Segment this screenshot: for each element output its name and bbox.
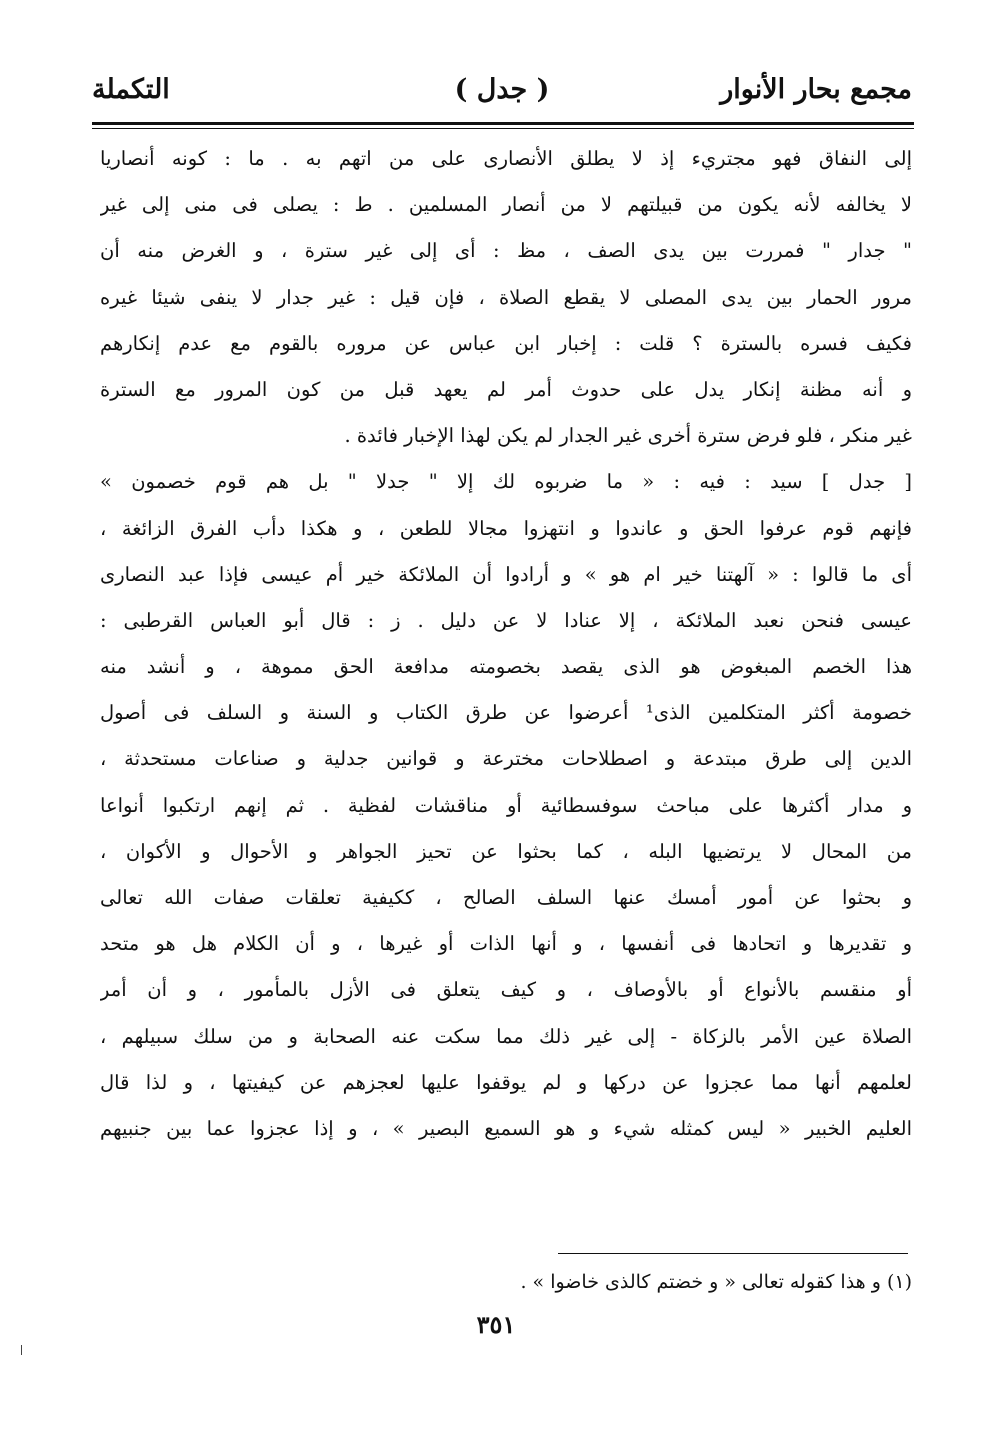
text-line: خصومة أكثر المتكلمين الذى¹ أعرضوا عن طرق الكتاب و السنة و السلف فى أصول [100,701,912,725]
footnote-rule [558,1253,908,1254]
footnote: (١) و هذا كقوله تعالى « و خضتم كالذى خاضوا » . [520,1271,912,1293]
header-rule-thick [92,122,914,125]
text-line: و تقديرها و اتحادها فى أنفسها ، و أنها الذات أو غيرها ، و أن الكلام هل هو متحد [100,932,912,956]
text-line: " جدار " فمررت بين يدى الصف ، مظ : أى إلى غير سترة ، و الغرض منه أن [100,239,912,263]
text-line: و مدار أكثرها على مباحث سوفسطائية أو مناقشات لفظية . ثم إنهم ارتكبوا أنواعا [100,793,912,817]
text-line: إلى النفاق فهو مجتريء إذ لا يطلق الأنصارى على من اتهم به . ما : كونه أنصاريا [100,147,912,170]
text-line: فإنهم قوم عرفوا الحق و عاندوا و انتهزوا مجالا للطعن ، و هكذا دأب الفرق الزائغة ، [100,516,912,540]
header-rule-thin [92,128,914,129]
text-line: أو منقسم بالأنواع أو بالأوصاف ، و كيف يتعلق فى الأزل بالمأمور ، و أن أمر [100,978,912,1002]
text-line: غير منكر ، فلو فرض سترة أخرى غير الجدار لم يكن لهذا الإخبار فائدة . [344,424,912,448]
text-line: هذا الخصم المبغوض هو الذى يقصد بخصومته مدافعة الحق مموهة ، و أنشد منه [100,655,912,679]
entry-heading: ( جدل ) [454,74,550,105]
text-line: من المحال لا يرتضيها البله ، كما بحثوا عن تحيز الجواهر و الأحوال و الأكوان ، [100,839,912,863]
text-line: مرور الحمار بين يدى المصلى لا يقطع الصلاة ، فإن قيل : غير جدار لا ينفى شيئا غيره [100,285,912,309]
running-header [92,72,912,116]
book-title: مجمع بحار الأنوار [720,74,912,105]
text-line: عيسى فنحن نعبد الملائكة ، إلا عنادا لا عن دليل . ز : قال أبو العباس القرطبى : [100,608,912,632]
section-title: التكملة [92,74,170,105]
text-line: و بحثوا عن أمور أمسك عنها السلف الصالح ، ككيفية تعلقات صفات الله تعالى [100,886,912,909]
margin-mark [21,1345,22,1355]
text-line: لا يخالفه لأنه يكون من قبيلتهم لا من أنصار المسلمين . ط : يصلى فى منى إلى غير [100,193,912,217]
page-number: ٣٥١ [476,1310,516,1339]
text-line: و أنه مظنة إنكار يدل على حدوث أمر لم يعهد قبل من كون المرور مع السترة [100,377,912,401]
text-line: لعلمهم أنها مما عجزوا عن دركها و لم يوقفوا عليها لعجزهم عن كيفيتها ، و لذا قال [100,1070,912,1094]
text-line: الدين إلى طرق مبتدعة و اصطلاحات مخترعة و قوانين جدلية و صناعات مستحدثة ، [100,747,912,771]
text-line: العليم الخبير « ليس كمثله شيء و هو السميع البصير » ، و إذا عجزوا عما بين جنبيهم [100,1116,912,1140]
text-line: فكيف فسره بالسترة ؟ قلت : إخبار ابن عباس عن مروره بالقوم مع عدم إنكارهم [100,331,912,355]
body-text [100,136,912,1152]
text-line: الصلاة عين الأمر بالزكاة - إلى غير ذلك مما سكت عنه الصحابة و من سلك سبيلهم ، [100,1024,912,1048]
entry-start-line: [ جدل ] سيد : فيه : « ما ضربوه لك إلا " جدلا " بل هم قوم خصمون » [100,470,912,494]
text-line: أى ما قالوا : « آلهتنا خير ام هو » و أرادوا أن الملائكة خير أم عيسى فإذا عبد النصارى [100,562,912,586]
